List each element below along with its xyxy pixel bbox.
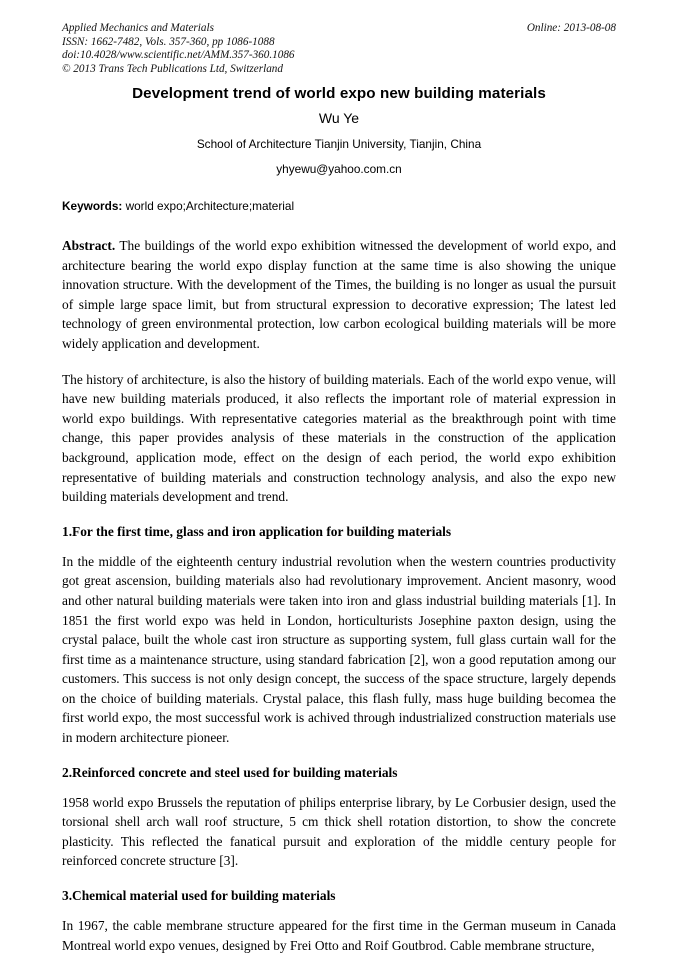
journal-doi-line: doi:10.4028/www.scientific.net/AMM.357-360.1086: [62, 49, 295, 62]
keywords-label: Keywords:: [62, 199, 123, 213]
journal-title: Applied Mechanics and Materials: [62, 22, 214, 34]
journal-header: [62, 22, 616, 76]
journal-copyright-line: © 2013 Trans Tech Publications Ltd, Switzerland: [62, 62, 283, 75]
section-heading-1: 1.For the first time, glass and iron application for building materials: [62, 523, 452, 539]
section-body-1: In the middle of the eighteenth century industrial revolution when the western countries productivity got great ascension, building materials also had revolutionary improvement. Ancient masonry, wood and other natural building materials were taken into iron and glass industrial building materials [1]. In 1851 the first world expo was held in London, horticulturists Josephine paxton design, using the crystal palace, built the whole cast iron structure as supporting system, full glass curtain wall for the first time as a maintenance structure, using standard fabrication [2], won a good reputation among our customers. This success is not only design concept, the success of the space structure, largely depends on the choice of building materials. Crystal palace, this flash fully, mass huge building becomea the first world expo, the most successful work is achived through industrialized construction materials use in modern architecture pioneer.: [62, 553, 616, 746]
section-body-3: In 1967, the cable membrane structure appeared for the first time in the German museum in Canada Montreal world expo venues, designed by Frei Otto and Roif Goutbrod. Cable membrane structure,: [62, 918, 616, 953]
abstract-text: The buildings of the world expo exhibition witnessed the development of world expo, and architecture bearing the world expo display function at the same time is also showing the unique innovation structure. With the development of the Times, the building is no longer as usual the pursuit of simple large space limit, but from structural expression to decorative expression; The latest led technology of green environmental protection, low carbon ecological building materials will be more widely application and development.: [62, 238, 616, 351]
author-name: Wu Ye: [318, 110, 360, 126]
keywords-line: [62, 198, 616, 214]
page-title: Development trend of world expo new building materials: [132, 85, 546, 102]
abstract-label: Abstract.: [62, 238, 116, 253]
document-body: [62, 236, 616, 955]
journal-metadata: [62, 22, 295, 76]
author-affiliation: School of Architecture Tianjin University, Tianjin, China: [196, 137, 482, 151]
journal-header-row: [62, 22, 616, 76]
section-body-2: 1958 world expo Brussels the reputation of philips enterprise library, by Le Corbusier design, used the torsional shell arch wall roof structure, 5 cm thick shell rotation distortion, to show the concrete plasticity. This reflected the fanatical pursuit and exploration of the middle century people for reinforced concrete structure [3].: [62, 794, 616, 869]
abstract-paragraph: [62, 236, 616, 354]
section-heading-2: 2.Reinforced concrete and steel used for building materials: [62, 764, 398, 780]
author-email: yhyewu@yahoo.com.cn: [276, 162, 402, 176]
introduction-paragraph: The history of architecture, is also the history of building materials. Each of the world expo venue, will have new building materials produced, it also reflects the important role of material expression in world expo buildings. With representative categories material as the breakthrough point with time change, this paper provides analysis of these materials in the construction of the application background, application mode, effect on the design of each period, the world expo exhibition representative of building materials and construction technology analysis, and also the expo new building materials development and trend.: [62, 371, 616, 505]
section-heading-3: 3.Chemical material used for building materials: [62, 888, 336, 904]
online-publication-date: Online: 2013-08-08: [526, 22, 616, 34]
keywords-value: world expo;Architecture;material: [122, 199, 295, 213]
journal-issn-line: ISSN: 1662-7482, Vols. 357-360, pp 1086-1088: [62, 35, 275, 48]
